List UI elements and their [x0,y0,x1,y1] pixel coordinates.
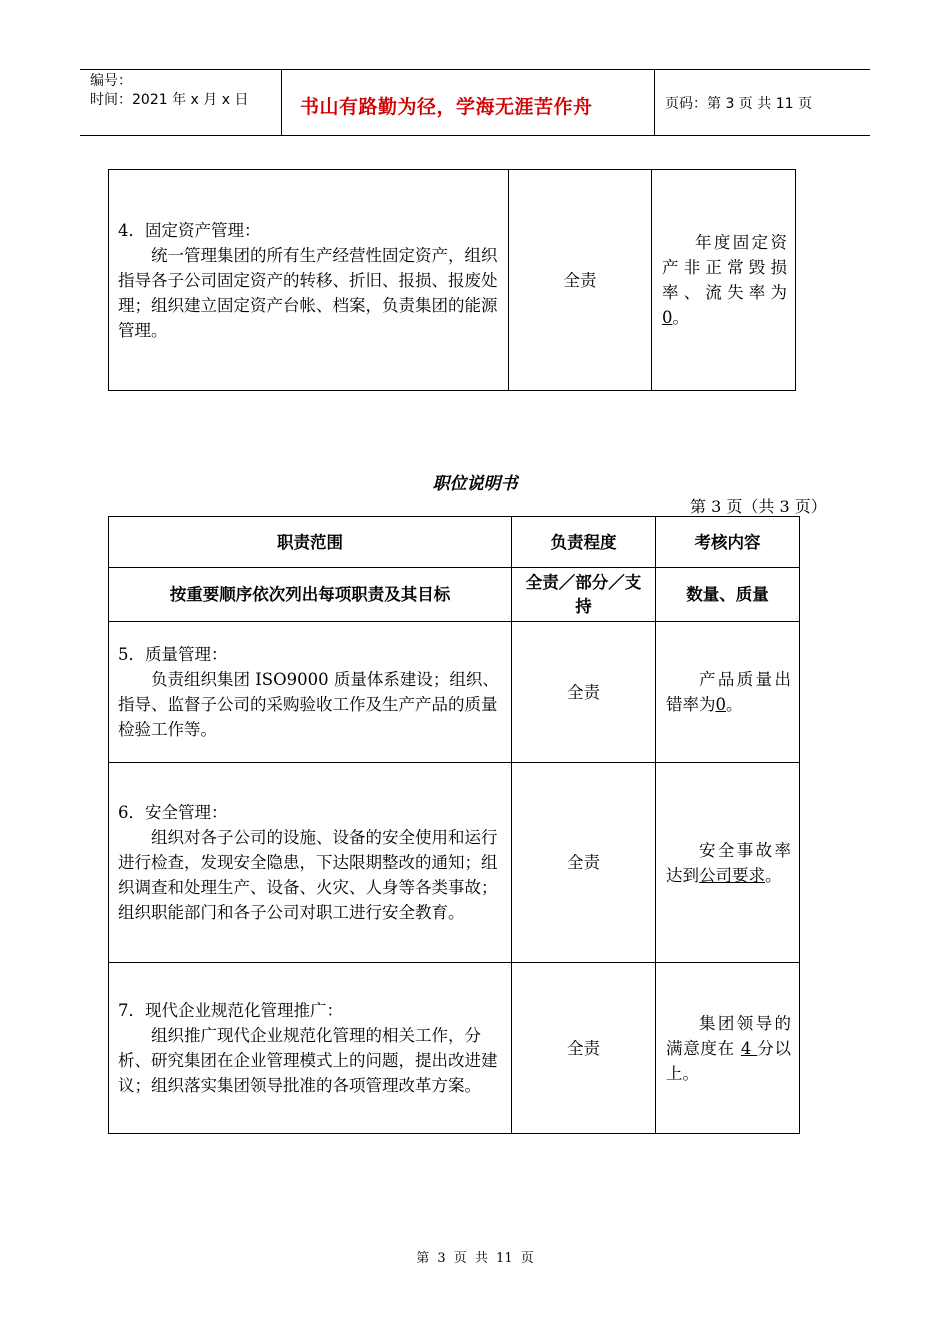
assessment-text: 安全事故率达到 [666,840,791,885]
duty-body: 组织推广现代企业规范化管理的相关工作，分析、研究集团在企业管理模式上的问题，提出改进建议；组织落实集团领导批准的各项管理改革方案。 [118,1026,498,1095]
header-divider-right [654,69,655,135]
duty-body: 统一管理集团的所有生产经营性固定资产，组织指导各子公司固定资产的转移、折旧、报损、报废处理；组织建立固定资产台帐、档案，负责集团的能源管理。 [118,245,498,340]
assessment-text: 产品质量出错率为 [666,670,791,714]
subheader-duty-scope: 按重要顺序依次列出每项职责及其目标 [109,568,512,622]
table-subheader-row [109,568,800,622]
header-page-info: 页码：第 3 页 共 11 页 [665,96,812,112]
assessment-end: 分以上。 [666,1038,792,1083]
time-label: 时间：2021 年 x 月 x 日 [90,92,249,108]
duty-title: 6．安全管理： [118,803,228,822]
duty-description [109,170,509,391]
duty-assessment [656,763,800,963]
duty-table-continued [108,169,796,391]
duty-degree: 全责 [512,963,656,1134]
subheader-assessment: 数量、质量 [656,568,800,622]
assessment-underlined: 公司要求 [699,865,765,885]
assessment-underlined: 4 [740,1038,758,1058]
header-meta [90,72,248,110]
duty-description [109,622,512,763]
duty-title: 5．质量管理： [118,645,228,664]
duty-body: 负责组织集团 ISO9000 质量体系建设；组织、指导、监督子公司的采购验收工作及生产产品的质量检验工作等。 [118,670,499,739]
duty-assessment [656,963,800,1134]
page-of-label: 第 3 页（共 3 页） [690,497,827,516]
duty-description [109,763,512,963]
duty-degree: 全责 [509,170,652,391]
assessment-underlined: 0 [715,695,726,714]
assessment-text: 集团领导的满意度在 [666,1013,791,1058]
duty-title: 7．现代企业规范化管理推广： [118,1001,343,1020]
header-top-rule [80,69,870,70]
code-label: 编号： [90,73,132,89]
header-divider-left [281,69,282,135]
subheader-degree: 全责／部分／支持 [512,568,656,622]
table-row [109,622,800,763]
assessment-end: 。 [672,308,689,327]
table-row [109,763,800,963]
duty-table [108,516,800,1134]
header-bottom-rule [80,135,870,136]
duty-assessment [656,622,800,763]
table-row [109,963,800,1134]
duty-degree: 全责 [512,763,656,963]
duty-assessment [652,170,796,391]
assessment-end: 。 [726,695,743,714]
assessment-end: 。 [765,865,782,885]
document-title: 职位说明书 [432,474,518,494]
table-row [109,170,796,391]
duty-title: 4．固定资产管理： [118,220,261,240]
table-header-row [109,517,800,568]
page-footer: 第 3 页 共 11 页 [416,1251,534,1266]
assessment-text: 年度固定资产非正常毁损率、流失率为 [662,233,787,302]
header-motto: 书山有路勤为径，学海无涯苦作舟 [300,96,593,118]
header-duty-scope: 职责范围 [109,517,512,568]
header-degree: 负责程度 [512,517,656,568]
duty-description [109,963,512,1134]
header-assessment: 考核内容 [656,517,800,568]
duty-degree: 全责 [512,622,656,763]
assessment-underlined: 0 [662,308,673,327]
duty-body: 组织对各子公司的设施、设备的安全使用和运行进行检查，发现安全隐患，下达限期整改的通知；组织调查和处理生产、设备、火灾、人身等各类事故；组织职能部门和各子公司对职工进行安全教育。 [118,828,498,922]
